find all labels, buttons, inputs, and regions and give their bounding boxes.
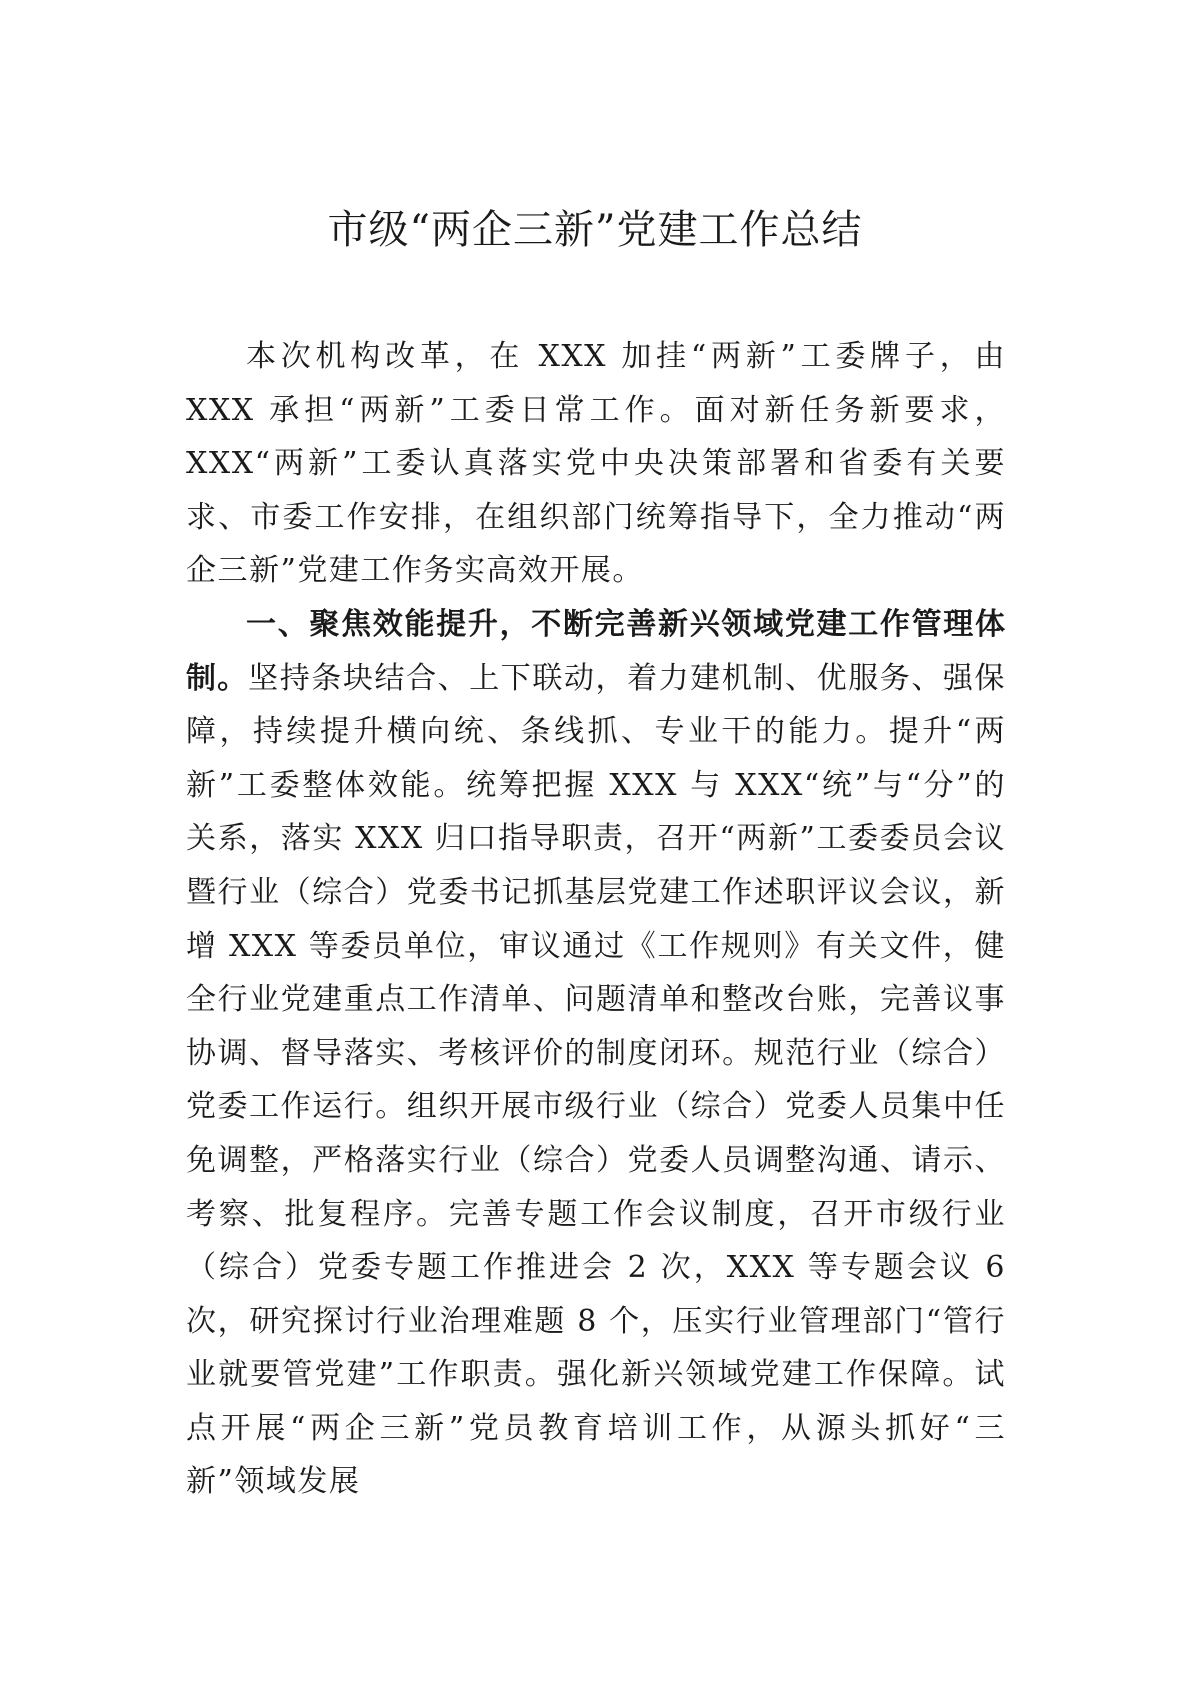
intro-paragraph: [186, 330, 1006, 598]
document-title: 市级“两企三新”党建工作总结: [327, 207, 863, 253]
section-one-heading: 一、聚焦效能提升，不断完善新兴领域党建工作管理体制。: [186, 606, 1006, 696]
intro-paragraph-text: 本次机构改革，在 XXX 加挂“两新”工委牌子，由 XXX 承担“两新”工委日常工作。面对新任务新要求，XXX“两新”工委认真落实党中央决策部署和省委有关要求、市委工作安排，在组织部门统筹指导下，全力推动“两企三新”党建工作务实高效开展。: [186, 339, 1006, 589]
document-body: [186, 330, 1006, 1509]
section-one-paragraph: [186, 598, 1006, 1509]
section-one-text: 坚持条块结合、上下联动，着力建机制、优服务、强保障，持续提升横向统、条线抓、专业干的能力。提升“两新”工委整体效能。统筹把握 XXX 与 XXX“统”与“分”的关系，落实 XXX 归口指导职责，召开“两新”工委委员会议暨行业（综合）党委书记抓基层党建工作述职评议会议，新增 XXX 等委员单位，审议通过《工作规则》有关文件，健全行业党建重点工作清单、问题清单和整改台账，完善议事协调、督导落实、考核评价的制度闭环。规范行业（综合）党委工作运行。组织开展市级行业（综合）党委人员集中任免调整，严格落实行业（综合）党委人员调整沟通、请示、考察、批复程序。完善专题工作会议制度，召开市级行业（综合）党委专题工作推进会 2 次，XXX 等专题会议 6 次，研究探讨行业治理难题 8 个，压实行业管理部门“管行业就要管党建”工作职责。强化新兴领域党建工作保障。试点开展“两企三新”党员教育培训工作，从源头抓好“三新”领域发展: [186, 660, 1007, 1500]
